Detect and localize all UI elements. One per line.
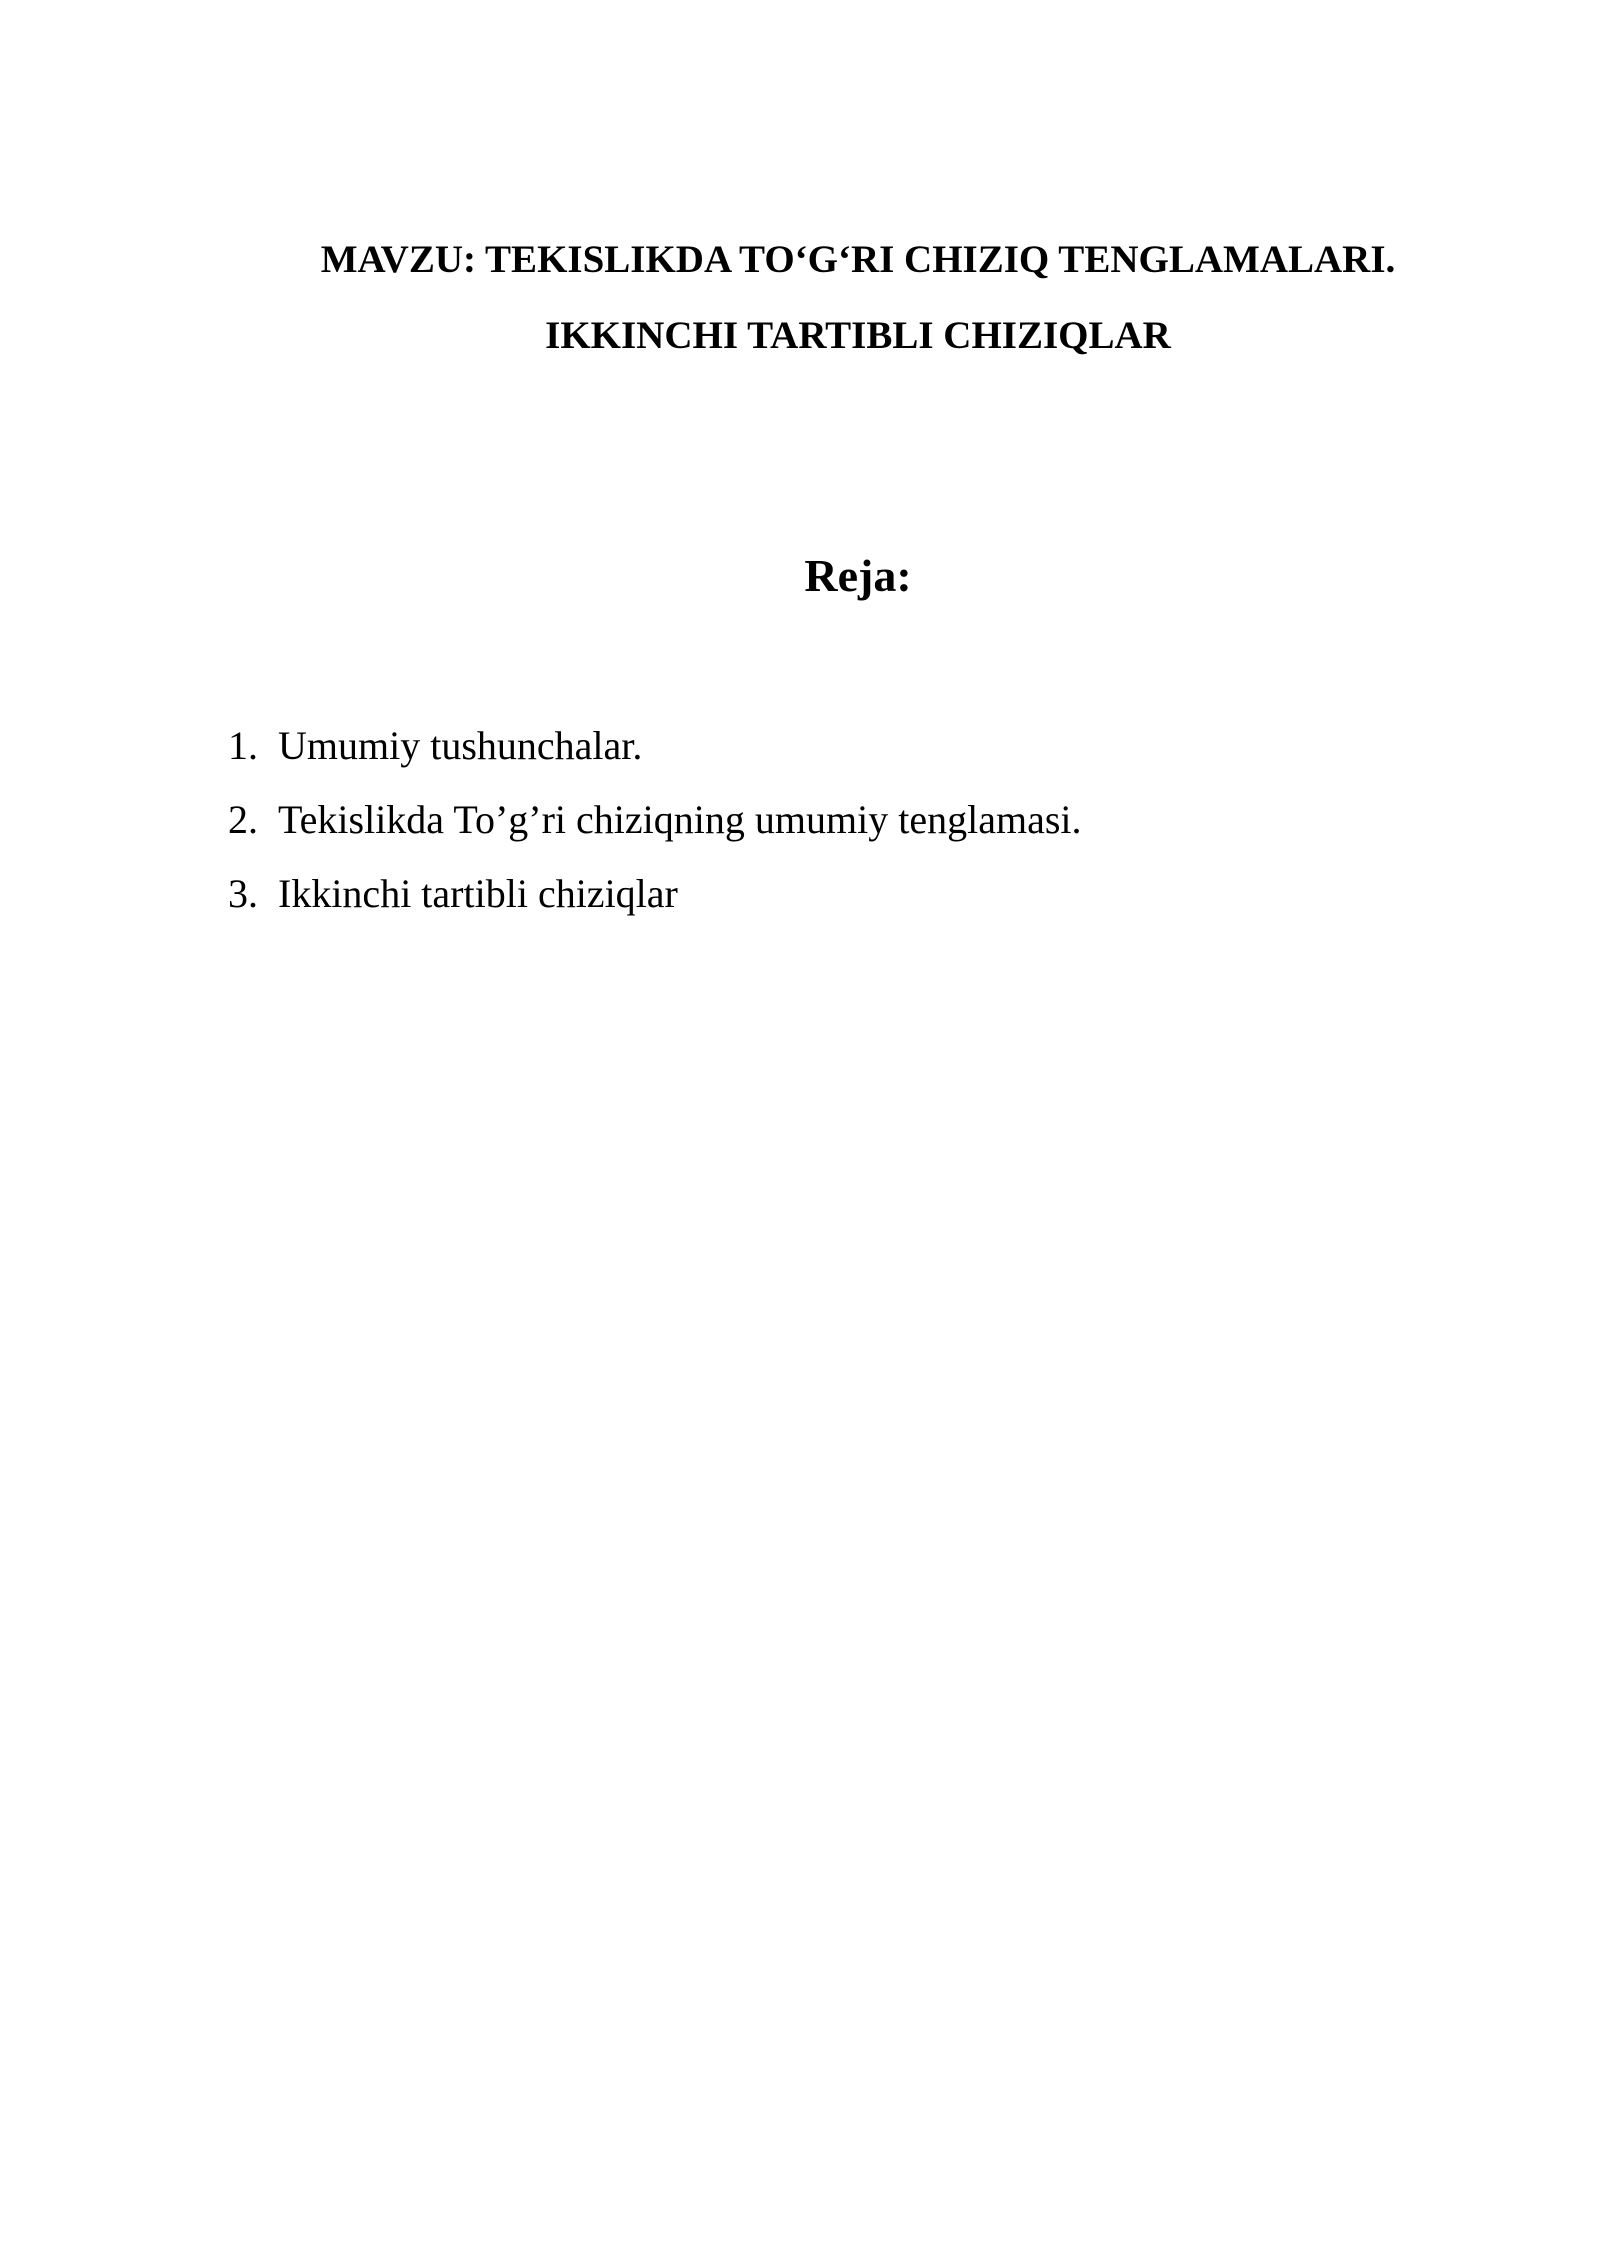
plan-item-text: Tekislikda To’g’ri chiziqning umumiy tenglamasi. <box>278 797 1082 842</box>
plan-item-text: Ikkinchi tartibli chiziqlar <box>278 871 678 916</box>
plan-list <box>228 709 1082 931</box>
plan-item <box>228 783 1082 857</box>
plan-item <box>228 709 1082 783</box>
title-line: IKKINCHI TARTIBLI CHIZIQLAR <box>545 314 1171 357</box>
plan-item-number: 1. <box>228 723 258 768</box>
title-line: MAVZU: TEKISLIKDA TO‘G‘RI CHIZIQ TENGLAMALARI. <box>320 238 1396 281</box>
plan-item-number: 2. <box>228 797 258 842</box>
plan-item-text: Umumiy tushunchalar. <box>278 723 643 768</box>
plan-item <box>228 857 1082 931</box>
plan-heading: Reja: <box>804 550 912 601</box>
document-title <box>0 222 1600 374</box>
plan-item-number: 3. <box>228 871 258 916</box>
